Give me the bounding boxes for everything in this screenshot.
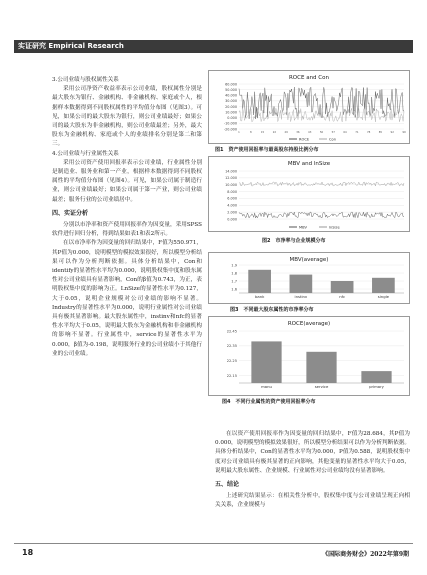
x-tick-label: 29 [284, 131, 288, 134]
x-tick-label: bank [254, 294, 265, 299]
bar-single [372, 278, 395, 293]
paragraph: 采用公司资产使用回报率表示公司业绩，行业属性分别是制造业、服务业和第一产业，根据样本数据得到不同股权属性的平均值分布图（见图4）。可见，如果公司属于制造行业，则公司业绩最好；如果公司属于第一产业，则公司业绩最差；服务行业的公司业绩居中。 [52, 159, 202, 203]
section-heading: 四、实证分析 [52, 209, 89, 217]
subsection-heading: 3.公司业绩与股权属性关系 [52, 77, 119, 83]
page-number: 18 [22, 548, 34, 557]
x-tick-label: nfc [339, 294, 346, 299]
y-tick-label: 50.000 [225, 87, 237, 92]
x-tick-label: 15 [260, 131, 265, 134]
paragraph: 采用公司净资产收益率表示公司业绩，股权属性分别是最大股东为银行、金融机构、非金融机构、家庭或个人，根据样本数据得到不同股权属性的平均值分布图（见图3）。可见，如果公司的最大股东为银行，则公司业绩最好；如果公司的最大股东为非金融机构，则公司业绩最差；另外，最大股东为金融机构、家庭或个人的业绩排名分别是第二和第三。 [52, 86, 202, 148]
figure-1 [208, 70, 410, 144]
figure-4-chart [209, 317, 409, 395]
y-tick-label: 10.000 [225, 183, 237, 188]
x-tick-label: 85 [378, 131, 383, 134]
y-tick-label: 0.000 [227, 217, 237, 222]
y-tick-label: 40.000 [225, 93, 237, 98]
chart-title: MBV and lnSize [287, 161, 331, 167]
y-tick-label: 22.45 [226, 329, 237, 334]
figure-4-caption: 图4 不同行业属性的资产使用回报率分布 [222, 399, 316, 405]
legend-label: ROCE [299, 137, 310, 142]
subsection-heading: 4.公司业绩与行业属性关系 [52, 150, 119, 157]
legend-label: MBV [299, 225, 307, 230]
bar-primary [361, 371, 391, 383]
y-tick-label: 4.000 [227, 203, 237, 208]
figure-4 [208, 316, 410, 396]
x-tick-label: 36 [296, 131, 300, 134]
bar-service [306, 352, 336, 383]
x-tick-label: 99 [402, 131, 406, 134]
figure-2-chart [209, 157, 409, 231]
figure-2-caption: 图2 市净率与企业规模分布 [262, 238, 326, 244]
paragraph: 在以资产使用回报率作为因变量的回归结果中，F值为28.684，其P值为0.000，说明模型的模拟效果很好，所以模型分析结果可以作为分析判断依据。具体分析结果中，Con的显著性水平均为0.000，P值为0.588，说明股权集中度对公司业绩具有极其显著的正向影响，其他变量的显著性水平均大于0.05，说明最大股东属性、企业规模、行业属性对公司业绩均没有显著影响。 [215, 431, 411, 474]
paragraph: 分别以市净率和资产使用回报率作为因变量，采用SPSS软件进行回归分析，得到结果如表1和表2所示。 [52, 222, 202, 238]
y-tick-label: 1.6 [231, 287, 237, 292]
y-tick-label: 60.000 [225, 82, 237, 87]
x-tick-label: 8 [249, 131, 252, 134]
right-text-column [215, 430, 410, 511]
figure-1-caption: 图1 资产使用回报率与最高股东持股比例分布 [215, 147, 319, 153]
footer-rule [14, 543, 413, 544]
y-tick-label: 1.9 [231, 263, 237, 268]
y-tick-label: -20.000 [223, 127, 237, 132]
section-header: 实证研究 Empirical Research [14, 40, 413, 53]
series-line-mbv [239, 212, 404, 218]
figure-2 [208, 156, 410, 232]
x-tick-label: 22 [272, 131, 277, 134]
x-tick-label: 92 [390, 131, 394, 134]
paragraph: 在以市净率作为因变量的回归结果中，F值为550.971，其P值为0.000，说明模型的模拟效果很好，所以模型分析结果可以作为分析判断依据。具体分析结果中，Con和identify的显著性水平均为0.000，说明股权集中度和股东属性对公司业绩具有显著影响，Con的β值为0.743，为正，表明股权集中度的影响为正。LnSize的显著性水平为0.127，大于0.05，说明企业规模对公司业绩的影响不显著。Industry的显著性水平为0.000，说明行业属性对公司业绩具有极其显著影响。最大股东属性中，instinv和nfc的显著性水平均大于0.05，说明最大股东为金融机构和非金融机构的影响不显著。行业属性中，service的显著性水平为0.000，β值为-0.198，说明服务行业的公司业绩小于其他行业的公司业绩。 [52, 240, 202, 357]
x-tick-label: single [377, 294, 389, 299]
y-tick-label: 1.7 [231, 279, 237, 284]
section-heading: 五、结论 [215, 481, 240, 489]
bar-manu [251, 341, 281, 383]
bar-bank [248, 270, 271, 293]
left-text-column [52, 76, 202, 359]
x-tick-label: service [314, 384, 329, 389]
chart-title: ROCE and Con [288, 75, 330, 81]
figure-3-caption: 图3 不同最大股东属性的市净率分布 [230, 307, 314, 313]
x-tick-label: primary [369, 384, 384, 389]
bar-instinv [290, 275, 313, 293]
figure-1-chart [209, 71, 409, 143]
y-tick-label: 20.000 [225, 104, 237, 109]
paragraph: 上述研究结果显示：在相关性分析中，股权集中度与公司业绩呈现正向相关关系，企业规模与 [215, 493, 410, 509]
y-tick-label: 14.000 [225, 169, 237, 174]
x-tick-label: 50 [319, 131, 324, 134]
bar-nfc [331, 281, 354, 293]
y-tick-label: 6.000 [227, 196, 237, 201]
y-tick-label: 22.15 [226, 373, 237, 378]
y-tick-label: 22.35 [226, 344, 237, 349]
chart-title: MBV(average) [289, 257, 329, 263]
y-tick-label: 30.000 [225, 99, 237, 104]
x-tick-label: manu [261, 384, 272, 389]
journal-name: 《国际商务财会》2022年第9期 [322, 551, 409, 558]
y-tick-label: 22.25 [226, 359, 237, 364]
legend-label: lnSize [329, 225, 340, 230]
y-tick-label: 2.000 [227, 210, 237, 215]
figure-3-chart [209, 253, 409, 303]
x-tick-label: 57 [331, 131, 335, 134]
y-tick-label: 10.000 [225, 110, 237, 115]
x-tick-label: 43 [308, 131, 312, 134]
x-tick-label: 64 [343, 131, 347, 134]
y-tick-label: 0.000 [227, 116, 237, 121]
x-tick-label: 71 [355, 131, 359, 134]
x-tick-label: instinv [294, 294, 308, 299]
series-line-lnsize [239, 182, 404, 186]
figure-3 [208, 252, 410, 304]
y-tick-label: 8.000 [227, 189, 237, 194]
chart-title: ROCE(average) [287, 321, 331, 327]
x-tick-label: 1 [238, 131, 240, 134]
y-tick-label: -10.000 [223, 121, 237, 126]
x-tick-label: 78 [366, 131, 371, 134]
y-tick-label: 1.8 [231, 271, 237, 276]
y-tick-label: 12.000 [225, 176, 237, 181]
legend-label: Con [329, 137, 336, 142]
